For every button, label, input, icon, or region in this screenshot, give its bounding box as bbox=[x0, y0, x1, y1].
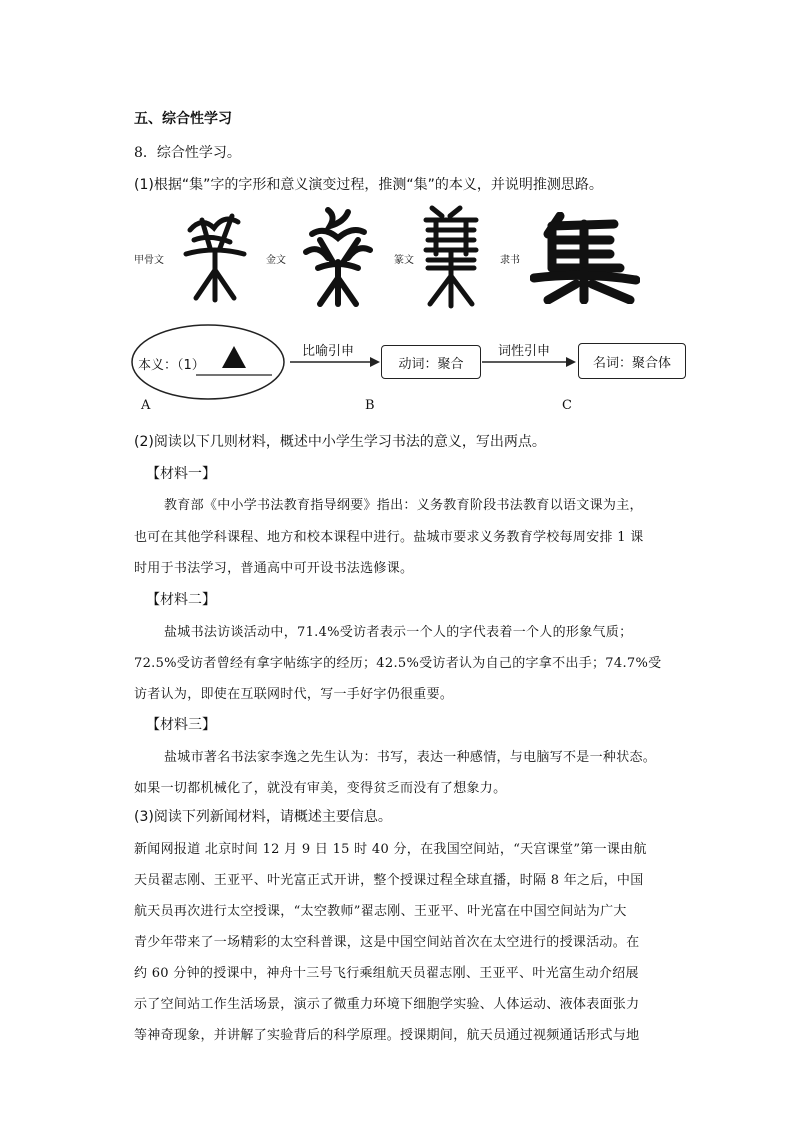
script-label-bronze: 金文 bbox=[266, 255, 286, 266]
material-2-line: 访者认为，即使在互联网时代，写一手好字仍很重要。 bbox=[134, 687, 454, 702]
arrow-label-metaphor: 比喻引申 bbox=[302, 344, 355, 359]
triangle-icon bbox=[222, 346, 246, 368]
ellipse-text: 本义：（1） bbox=[138, 358, 205, 373]
material-3-title: 【材料三】 bbox=[146, 717, 216, 733]
oracle-bone-glyph bbox=[180, 208, 250, 306]
clerical-glyph bbox=[530, 212, 640, 304]
script-label-oracle: 甲骨文 bbox=[134, 255, 164, 266]
question-8-title: 8．综合性学习。 bbox=[134, 145, 241, 161]
news-line: 约 60 分钟的授课中，神舟十三号飞行乘组航天员翟志刚、王亚平、叶光富生动介绍展 bbox=[134, 966, 639, 981]
material-1-title: 【材料一】 bbox=[146, 466, 216, 482]
question-8-2: (2)阅读以下几则材料，概述中小学生学习书法的意义，写出两点。 bbox=[134, 434, 546, 450]
box-verb: 动词：聚合 bbox=[381, 345, 481, 379]
news-line: 等神奇现象，并讲解了实验背后的科学原理。授课期间，航天员通过视频通话形式与地 bbox=[134, 1028, 640, 1043]
news-line: 天员翟志刚、王亚平、叶光富正式开讲，整个授课过程全球直播，时隔 8 年之后，中国 bbox=[134, 873, 644, 888]
script-label-clerical: 隶书 bbox=[500, 255, 520, 266]
bronze-glyph bbox=[298, 204, 378, 310]
label-b: B bbox=[365, 398, 375, 413]
label-a: A bbox=[141, 398, 151, 413]
question-8-1: (1)根据“集”字的字形和意义演变过程，推测“集”的本义，并说明推测思路。 bbox=[134, 177, 603, 193]
material-3-line: 如果一切都机械化了，就没有审美，变得贫乏而没有了想象力。 bbox=[134, 781, 507, 796]
news-line: 新闻网报道 北京时间 12 月 9 日 15 时 40 分，在我国空间站，“天宫课堂”第一课由航 bbox=[134, 842, 647, 857]
seal-glyph bbox=[420, 202, 482, 312]
material-1-line: 也可在其他学科课程、地方和校本课程中进行。盐城市要求义务教育学校每周安排 1 课 bbox=[134, 530, 644, 545]
news-line: 航天员再次进行太空授课，“太空教师”翟志刚、王亚平、叶光富在中国空间站为广大 bbox=[134, 904, 627, 919]
material-2-title: 【材料二】 bbox=[146, 592, 216, 608]
script-label-seal: 篆文 bbox=[394, 255, 414, 266]
arrow-label-part-of-speech: 词性引申 bbox=[498, 344, 551, 359]
material-1-line: 教育部《中小学书法教育指导纲要》指出：义务教育阶段书法教育以语文课为主， bbox=[164, 498, 643, 513]
material-3-line: 盐城市著名书法家李逸之先生认为：书写，表达一种感情，与电脑写不是一种状态。 bbox=[164, 750, 657, 765]
material-2-line: 盐城书法访谈活动中，71.4%受访者表示一个人的字代表着一个人的形象气质； bbox=[164, 625, 633, 640]
material-2-line: 72.5%受访者曾经有拿字帖练字的经历；42.5%受访者认为自己的字拿不出手；74.7%受 bbox=[134, 656, 662, 671]
news-line: 示了空间站工作生活场景，演示了微重力环境下细胞学实验、人体运动、液体表面张力 bbox=[134, 997, 640, 1012]
material-1-line: 时用于书法学习，普通高中可开设书法选修课。 bbox=[134, 561, 414, 576]
news-line: 青少年带来了一场精彩的太空科普课，这是中国空间站首次在太空进行的授课活动。在 bbox=[134, 935, 640, 950]
label-c: C bbox=[562, 398, 572, 413]
question-8-3: (3)阅读下列新闻材料，请概述主要信息。 bbox=[134, 809, 392, 825]
box-noun: 名词：聚合体 bbox=[578, 343, 686, 379]
section-title: 五、综合性学习 bbox=[134, 111, 232, 127]
